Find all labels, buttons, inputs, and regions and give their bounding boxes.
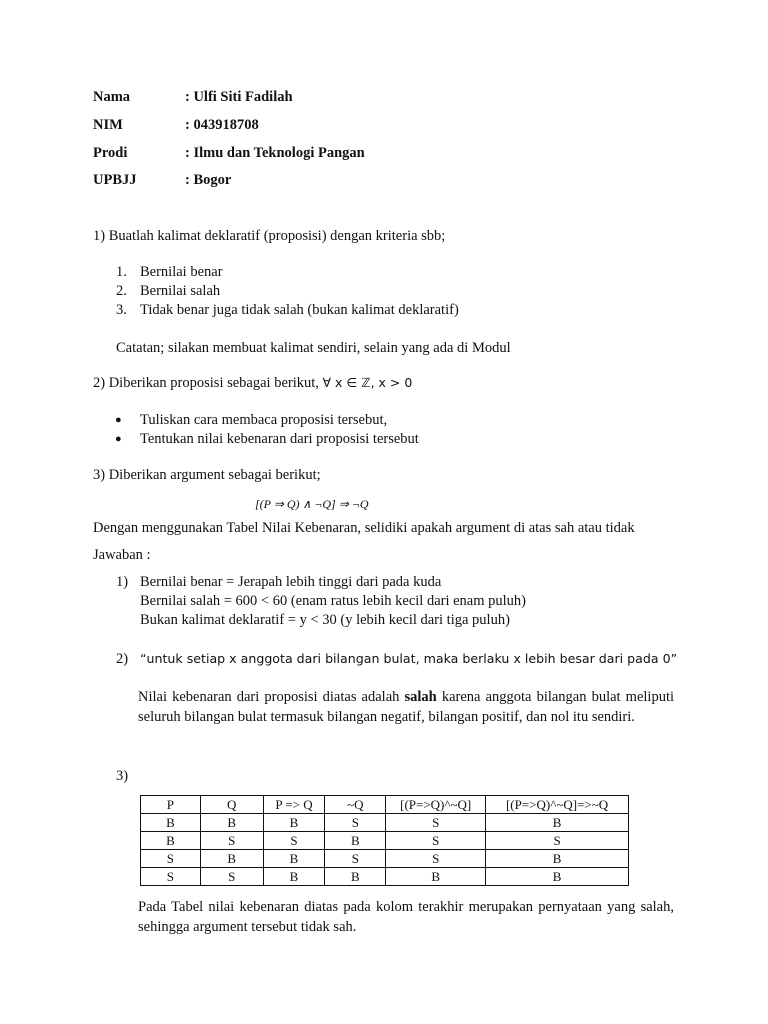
info-label-nim: NIM (93, 117, 123, 133)
answer-2-quote: “untuk setiap x anggota dari bilangan bulat, maka berlaku x lebih besar dari pada 0” (140, 651, 678, 666)
table-header: ~Q (325, 796, 386, 814)
table-cell: B (325, 868, 386, 886)
table-cell: B (386, 868, 486, 886)
list-item: Bernilai salah (140, 283, 221, 299)
table-cell: B (486, 868, 629, 886)
list-item: Bernilai benar (140, 264, 223, 280)
table-row (141, 814, 629, 832)
table-cell: S (141, 850, 201, 868)
answer-heading: Jawaban : (93, 547, 151, 563)
table-cell: S (200, 832, 263, 850)
answer-2-number: 2) (116, 651, 129, 667)
answer-3-number: 3) (116, 768, 129, 784)
answer-1-line: Bukan kalimat deklaratif = y < 30 (y lebih kecil dari tiga puluh) (140, 612, 510, 628)
table-header: [(P=>Q)^~Q]=>~Q (486, 796, 629, 814)
table-header: Q (200, 796, 263, 814)
table-cell: B (486, 814, 629, 832)
list-number: 2. (116, 283, 127, 299)
table-cell: B (141, 814, 201, 832)
table-cell: S (386, 850, 486, 868)
answer-2-paragraph (138, 688, 674, 727)
list-number: 1. (116, 264, 127, 280)
question-1-note: Catatan; silakan membuat kalimat sendiri, selain yang ada di Modul (116, 340, 511, 356)
bullet-icon: ● (115, 433, 122, 445)
bullet-item: Tentukan nilai kebenaran dari proposisi tersebut (140, 431, 419, 447)
table-cell: B (263, 850, 325, 868)
table-cell: B (141, 832, 201, 850)
question-3-instruction: Dengan menggunakan Tabel Nilai Kebenaran, selidiki apakah argument di atas sah atau tidak (93, 520, 635, 536)
question-2-text: 2) Diberikan proposisi sebagai berikut, (93, 375, 323, 391)
info-label-nama: Nama (93, 89, 131, 105)
table-row (141, 832, 629, 850)
answer-1-line: Bernilai benar = Jerapah lebih tinggi dari pada kuda (140, 574, 442, 590)
answer-1-number: 1) (116, 574, 129, 590)
table-cell: B (486, 850, 629, 868)
question-2-proposition: ∀ x ∈ ℤ, x > 0 (322, 375, 413, 390)
table-cell: S (200, 868, 263, 886)
table-header: P (141, 796, 201, 814)
table-cell: S (325, 850, 386, 868)
argument-formula: [(P ⇒ Q) ∧ ¬Q] ⇒ ¬Q (255, 497, 369, 511)
table-cell: S (486, 832, 629, 850)
table-cell: S (263, 832, 325, 850)
question-2 (93, 374, 412, 393)
info-label-prodi: Prodi (93, 145, 128, 161)
table-cell: S (386, 814, 486, 832)
table-cell: S (325, 814, 386, 832)
bullet-item: Tuliskan cara membaca proposisi tersebut, (140, 412, 388, 428)
table-row (141, 850, 629, 868)
bullet-icon: ● (115, 414, 122, 426)
info-value-upbjj: : Bogor (185, 172, 232, 188)
table-header: [(P=>Q)^~Q] (386, 796, 486, 814)
table-header: P => Q (263, 796, 325, 814)
truth-table-header-row (141, 796, 629, 814)
question-1: 1) Buatlah kalimat deklaratif (proposisi) dengan kriteria sbb; (93, 228, 446, 244)
table-cell: B (200, 814, 263, 832)
info-value-nama: : Ulfi Siti Fadilah (185, 89, 293, 105)
list-number: 3. (116, 302, 127, 318)
table-cell: B (200, 850, 263, 868)
list-item: Tidak benar juga tidak salah (bukan kalimat deklaratif) (140, 302, 459, 318)
table-cell: B (263, 868, 325, 886)
table-cell: S (386, 832, 486, 850)
answer-3-conclusion: Pada Tabel nilai kebenaran diatas pada kolom terakhir merupakan pernyataan yang salah, sehingga argument tersebut tidak sah. (138, 899, 674, 935)
answer-2-bold-word: salah (404, 689, 437, 705)
table-cell: B (263, 814, 325, 832)
table-row (141, 868, 629, 886)
question-3: 3) Diberikan argument sebagai berikut; (93, 467, 321, 483)
truth-table (140, 795, 629, 886)
table-cell: S (141, 868, 201, 886)
answer-1-line: Bernilai salah = 600 < 60 (enam ratus lebih kecil dari enam puluh) (140, 593, 526, 609)
info-label-upbjj: UPBJJ (93, 172, 137, 188)
info-value-nim: : 043918708 (185, 117, 259, 133)
info-value-prodi: : Ilmu dan Teknologi Pangan (185, 145, 365, 161)
answer-2-text: Nilai kebenaran dari proposisi diatas adalah (138, 689, 405, 705)
table-cell: B (325, 832, 386, 850)
answer-2-text: karena anggota bilangan bulat meliputi seluruh bilangan bulat termasuk bilangan negatif, bilangan positif, dan nol itu sendiri. (138, 689, 674, 725)
